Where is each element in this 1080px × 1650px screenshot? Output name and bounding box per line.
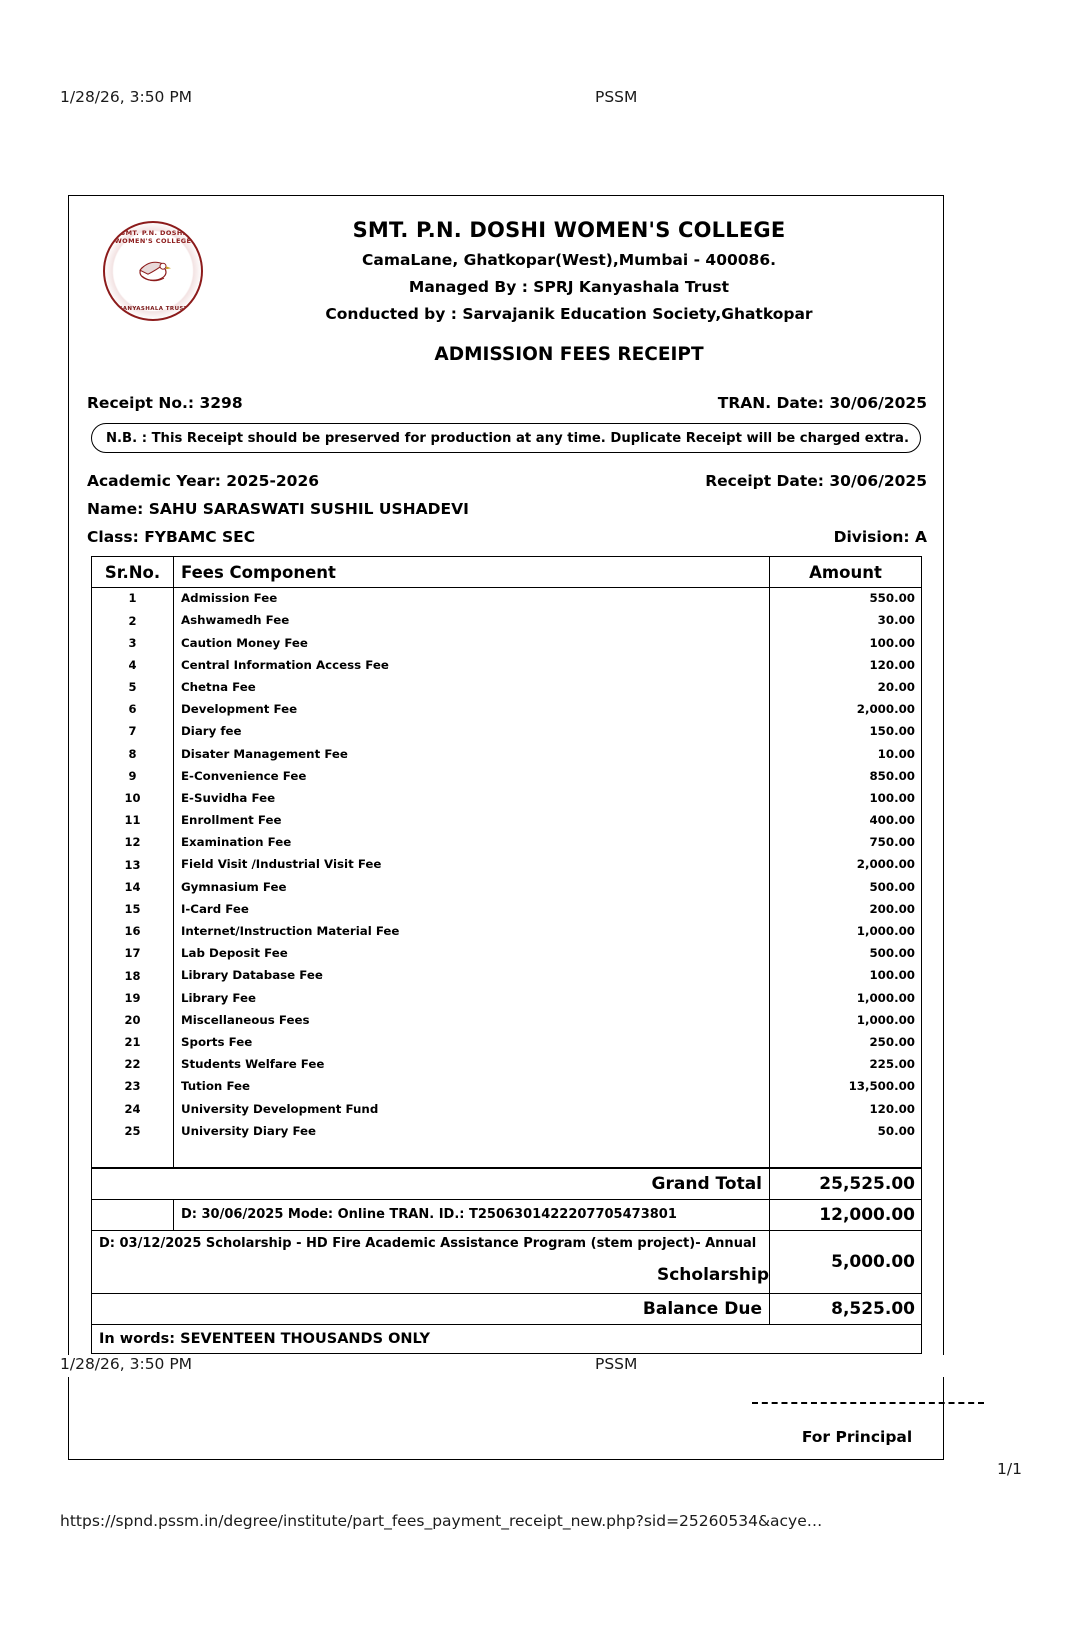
table-row xyxy=(92,610,922,632)
row-sr-no: 19 xyxy=(92,987,174,1009)
row-amount: 13,500.00 xyxy=(770,1076,922,1098)
row-amount: 500.00 xyxy=(770,876,922,898)
logo-ring-top-text: SMT. P.N. DOSHI WOMEN'S COLLEGE xyxy=(114,229,192,245)
dove-emblem-icon xyxy=(130,250,176,290)
row-sr-no: 22 xyxy=(92,1054,174,1076)
row-component: Central Information Access Fee xyxy=(174,655,770,677)
table-row xyxy=(92,1076,922,1098)
row-sr-no: 15 xyxy=(92,899,174,921)
row-amount: 500.00 xyxy=(770,943,922,965)
grand-total-amount: 25,525.00 xyxy=(770,1168,922,1199)
table-row xyxy=(92,1121,922,1143)
row-amount: 400.00 xyxy=(770,810,922,832)
college-address: CamaLane, Ghatkopar(West),Mumbai - 400086. xyxy=(361,251,777,269)
row-component: Gymnasium Fee xyxy=(174,876,770,898)
row-sr-no: 24 xyxy=(92,1098,174,1120)
row-sr-no: 11 xyxy=(92,810,174,832)
row-sr-no: 5 xyxy=(92,677,174,699)
in-words-row xyxy=(92,1324,922,1353)
for-principal-label: For Principal xyxy=(801,1428,913,1446)
print-footer-date: 1/28/26, 3:50 PM xyxy=(60,1355,193,1373)
row-amount: 100.00 xyxy=(770,632,922,654)
row-sr-no: 14 xyxy=(92,876,174,898)
row-amount: 10.00 xyxy=(770,743,922,765)
row-amount: 100.00 xyxy=(770,965,922,987)
table-row xyxy=(92,1010,922,1032)
grand-total-label: Grand Total xyxy=(92,1168,770,1199)
row-sr-no: 3 xyxy=(92,632,174,654)
student-class: Class: FYBAMC SEC xyxy=(87,528,256,546)
student-name: Name: SAHU SARASWATI SUSHIL USHADEVI xyxy=(87,500,469,518)
table-row xyxy=(92,987,922,1009)
row-sr-no: 25 xyxy=(92,1121,174,1143)
source-url: https://spnd.pssm.in/degree/institute/part_fees_payment_receipt_new.php?sid=25260534&acye… xyxy=(60,1512,823,1530)
row-amount: 750.00 xyxy=(770,832,922,854)
scholarship-amount: 5,000.00 xyxy=(770,1230,922,1293)
table-row xyxy=(92,921,922,943)
row-amount: 2,000.00 xyxy=(770,699,922,721)
row-component: Students Welfare Fee xyxy=(174,1054,770,1076)
row-component: E-Suvidha Fee xyxy=(174,788,770,810)
paid-note: D: 30/06/2025 Mode: Online TRAN. ID.: T2506301422207705473801 xyxy=(174,1199,770,1230)
row-sr-no: 13 xyxy=(92,854,174,876)
table-row xyxy=(92,832,922,854)
row-amount: 30.00 xyxy=(770,610,922,632)
scholarship-note-cell xyxy=(92,1230,770,1293)
row-component: Sports Fee xyxy=(174,1032,770,1054)
row-component: Caution Money Fee xyxy=(174,632,770,654)
academic-year: Academic Year: 2025-2026 xyxy=(87,472,320,490)
row-component: Enrollment Fee xyxy=(174,810,770,832)
row-amount: 250.00 xyxy=(770,1032,922,1054)
row-amount: 850.00 xyxy=(770,766,922,788)
page-number: 1/1 xyxy=(997,1460,1022,1478)
row-amount: 225.00 xyxy=(770,1054,922,1076)
conducted-by-line: Conducted by : Sarvajanik Education Society,Ghatkopar xyxy=(325,305,813,323)
table-row xyxy=(92,632,922,654)
table-row xyxy=(92,876,922,898)
row-component: Ashwamedh Fee xyxy=(174,610,770,632)
row-component: Tution Fee xyxy=(174,1076,770,1098)
header-fees-component: Fees Component xyxy=(174,557,770,588)
row-sr-no: 23 xyxy=(92,1076,174,1098)
row-component: I-Card Fee xyxy=(174,899,770,921)
transaction-date: TRAN. Date: 30/06/2025 xyxy=(717,394,927,412)
row-component: Diary fee xyxy=(174,721,770,743)
row-amount: 120.00 xyxy=(770,1098,922,1120)
table-row xyxy=(92,943,922,965)
row-sr-no: 20 xyxy=(92,1010,174,1032)
table-row xyxy=(92,743,922,765)
college-header-block xyxy=(219,218,919,332)
scholarship-label: Scholarship xyxy=(656,1265,769,1286)
balance-due-row xyxy=(92,1293,922,1324)
row-sr-no: 17 xyxy=(92,943,174,965)
row-amount: 1,000.00 xyxy=(770,921,922,943)
table-row xyxy=(92,655,922,677)
table-row xyxy=(92,899,922,921)
receipt-container xyxy=(68,195,944,1460)
table-row xyxy=(92,810,922,832)
header-amount: Amount xyxy=(770,557,922,588)
row-amount: 50.00 xyxy=(770,1121,922,1143)
row-component: Lab Deposit Fee xyxy=(174,943,770,965)
row-amount: 550.00 xyxy=(770,588,922,611)
row-sr-no: 9 xyxy=(92,766,174,788)
in-words-text: In words: SEVENTEEN THOUSANDS ONLY xyxy=(92,1324,922,1353)
nb-note-text: N.B. : This Receipt should be preserved for production at any time. Duplicate Receipt will be charged extra. xyxy=(106,430,909,446)
row-amount: 1,000.00 xyxy=(770,987,922,1009)
row-component: Field Visit /Industrial Visit Fee xyxy=(174,854,770,876)
row-sr-no: 18 xyxy=(92,965,174,987)
row-sr-no: 21 xyxy=(92,1032,174,1054)
row-amount: 100.00 xyxy=(770,788,922,810)
print-footer-title: PSSM xyxy=(595,1355,638,1373)
row-component: Admission Fee xyxy=(174,588,770,611)
balance-due-label: Balance Due xyxy=(92,1293,770,1324)
row-component: University Development Fund xyxy=(174,1098,770,1120)
table-row xyxy=(92,721,922,743)
receipt-title: ADMISSION FEES RECEIPT xyxy=(434,344,704,365)
table-row xyxy=(92,677,922,699)
paid-amount-row xyxy=(92,1199,922,1230)
table-header-row xyxy=(92,557,922,588)
student-division: Division: A xyxy=(833,528,927,546)
college-logo-icon xyxy=(103,221,203,321)
table-row xyxy=(92,699,922,721)
table-row xyxy=(92,788,922,810)
row-sr-no: 8 xyxy=(92,743,174,765)
row-amount: 20.00 xyxy=(770,677,922,699)
row-component: Chetna Fee xyxy=(174,677,770,699)
fees-table xyxy=(91,556,922,1354)
row-amount: 1,000.00 xyxy=(770,1010,922,1032)
print-doc-title: PSSM xyxy=(595,88,638,106)
receipt-date: Receipt Date: 30/06/2025 xyxy=(705,472,927,490)
row-sr-no: 1 xyxy=(92,588,174,611)
row-sr-no: 10 xyxy=(92,788,174,810)
grand-total-row xyxy=(92,1168,922,1199)
row-component: Disater Management Fee xyxy=(174,743,770,765)
table-row xyxy=(92,1098,922,1120)
table-row xyxy=(92,1054,922,1076)
managed-by-line: Managed By : SPRJ Kanyashala Trust xyxy=(408,278,730,296)
row-amount: 120.00 xyxy=(770,655,922,677)
college-name: SMT. P.N. DOSHI WOMEN'S COLLEGE xyxy=(352,218,786,242)
table-row xyxy=(92,588,922,611)
print-date: 1/28/26, 3:50 PM xyxy=(60,88,193,106)
table-spacer-row xyxy=(92,1143,922,1168)
logo-ring-bottom-text: KANYASHALA TRUST xyxy=(118,306,188,312)
row-component: Development Fee xyxy=(174,699,770,721)
row-sr-no: 4 xyxy=(92,655,174,677)
spacer-cell xyxy=(770,1143,922,1168)
row-component: Miscellaneous Fees xyxy=(174,1010,770,1032)
table-row xyxy=(92,1032,922,1054)
header-sr-no: Sr.No. xyxy=(92,557,174,588)
row-amount: 150.00 xyxy=(770,721,922,743)
row-amount: 200.00 xyxy=(770,899,922,921)
row-component: Examination Fee xyxy=(174,832,770,854)
balance-due-amount: 8,525.00 xyxy=(770,1293,922,1324)
row-sr-no: 2 xyxy=(92,610,174,632)
table-row xyxy=(92,766,922,788)
table-row xyxy=(92,965,922,987)
row-component: Internet/Instruction Material Fee xyxy=(174,921,770,943)
row-sr-no: 6 xyxy=(92,699,174,721)
paid-amount: 12,000.00 xyxy=(770,1199,922,1230)
row-component: Library Fee xyxy=(174,987,770,1009)
table-row xyxy=(92,854,922,876)
spacer-cell xyxy=(92,1143,174,1168)
nb-note-box xyxy=(91,423,921,453)
scholarship-row xyxy=(92,1230,922,1293)
row-component: Library Database Fee xyxy=(174,965,770,987)
row-component: University Diary Fee xyxy=(174,1121,770,1143)
row-sr-no: 16 xyxy=(92,921,174,943)
signature-line xyxy=(752,1402,984,1404)
scholarship-note: D: 03/12/2025 Scholarship - HD Fire Academic Assistance Program (stem project)- Annual xyxy=(99,1236,757,1252)
row-sr-no: 7 xyxy=(92,721,174,743)
receipt-number: Receipt No.: 3298 xyxy=(87,394,243,412)
row-amount: 2,000.00 xyxy=(770,854,922,876)
row-component: E-Convenience Fee xyxy=(174,766,770,788)
row-sr-no: 12 xyxy=(92,832,174,854)
paid-note-spacer xyxy=(92,1199,174,1230)
print-page-footer xyxy=(0,1355,1080,1377)
spacer-cell xyxy=(174,1143,770,1168)
